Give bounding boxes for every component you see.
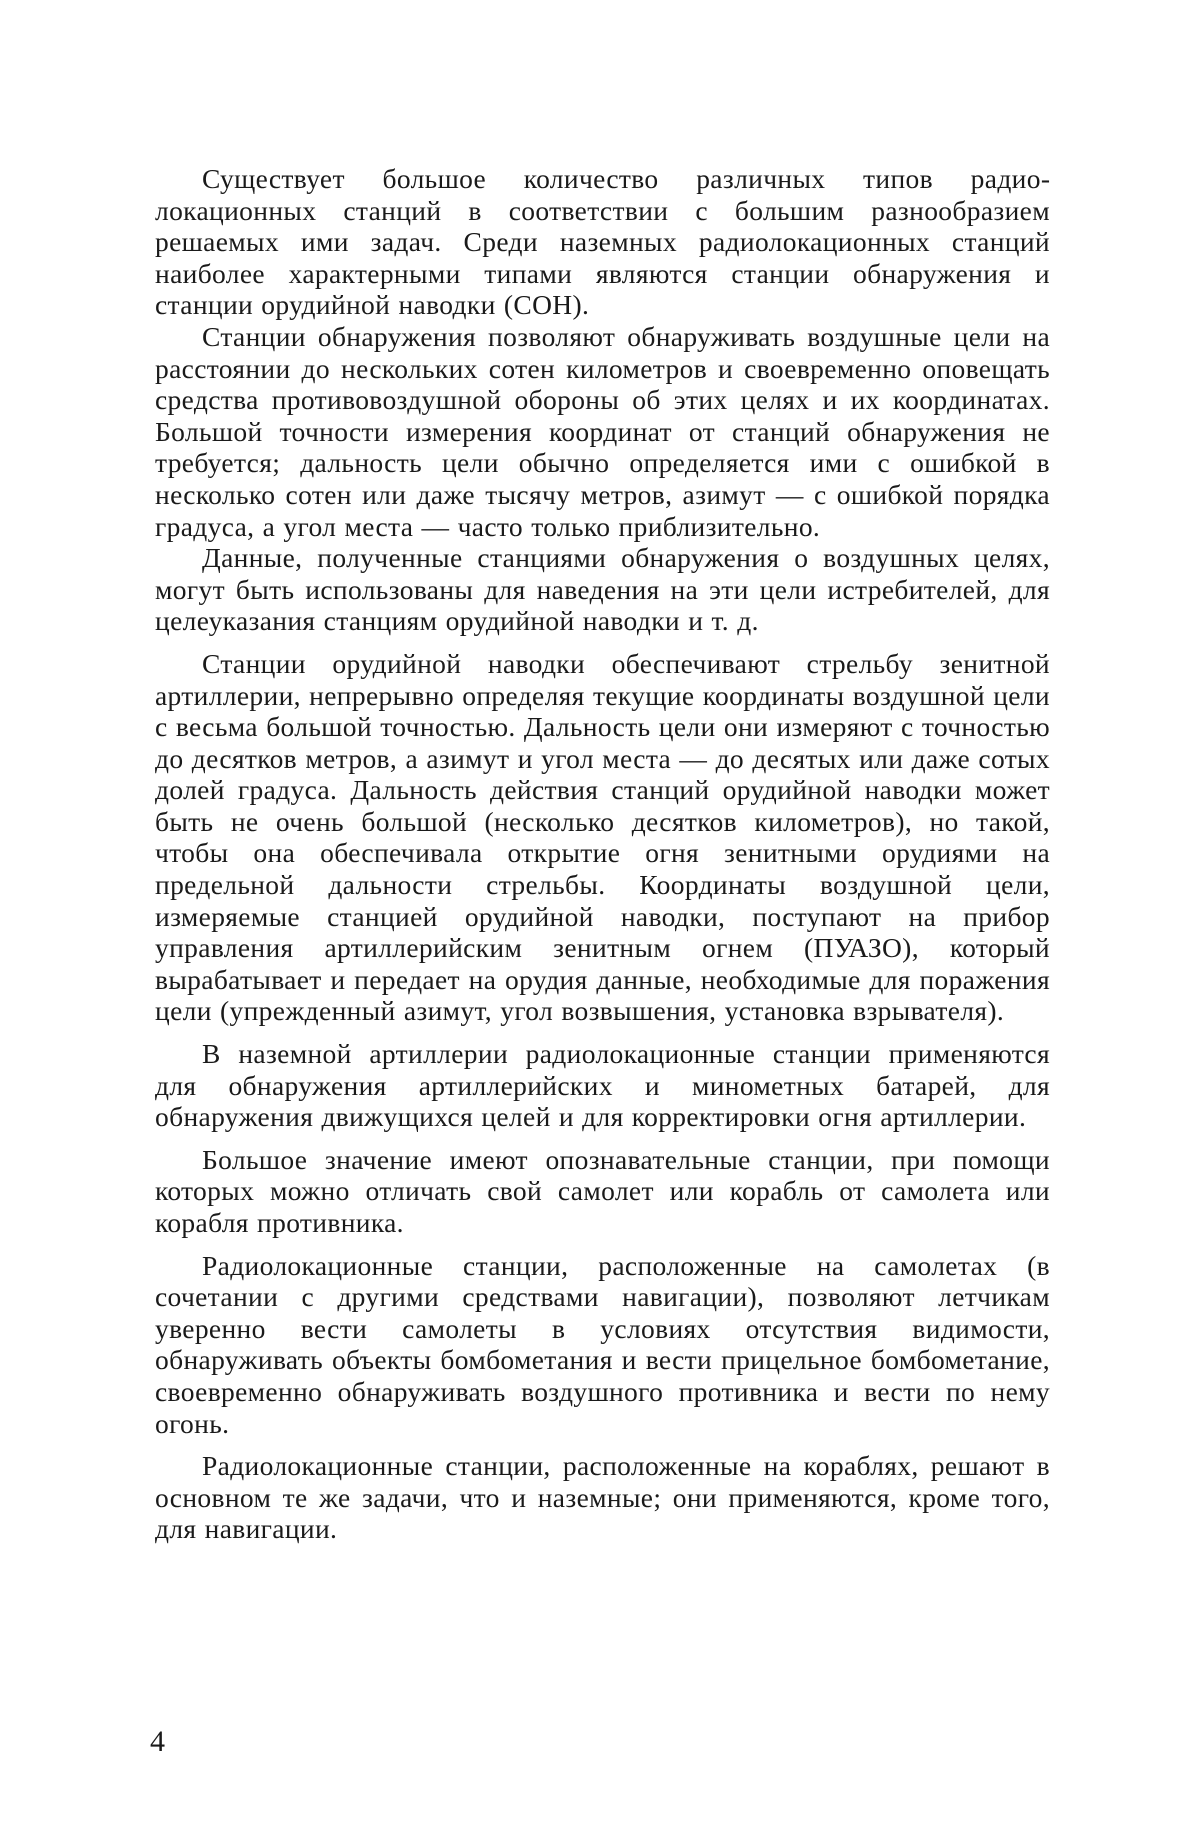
paragraph-gun-laying-stations: Станции орудийной наводки обеспечивают стрельбу зенитной артиллерии, непрерывно определяя текущие координаты воздушной цели с весьма большой точностью. Дальность цели они измеряют с точностью до десятков метров, а азимут и угол места — до десятых или даже сотых долей градуса. Дальность действия станций орудийной наводки может быть не очень большой (несколько десятков километров), но такой, чтобы она обеспечивала открытие огня зенитными орудиями на предельной дальности стрельбы. Координаты воздушной цели, измеряемые станцией орудийной наводки, поступают на прибор управления артиллерийским зенитным огнем (ПУАЗО), который вырабатывает и передает на орудия данные, необходимые для поражения цели (упрежденный азимут, угол возвышения, установка взрывателя).	[155, 647, 1050, 1027]
paragraph-radar-types: Существует большое количество различных типов радиолокационных станций в соответствии с большим разнообразием решаемых ими задач. Среди наземных радиолокационных станций наиболее характерными типами являются станции обнаружения и станции орудийной наводки (СОН).	[155, 163, 1050, 321]
page-body	[155, 163, 1050, 1545]
paragraph-detection-data: Данные, полученные станциями обнаружения о воздушных целях, могут быть использованы для наведения на эти цели истребителей, для целеуказания станциям орудийной наводки и т. д.	[155, 542, 1050, 637]
paragraph-aircraft-stations: Радиолокационные станции, расположенные на самолетах (в сочетании с другими средствами навигации), позволяют летчикам уверенно вести самолеты в условиях отсутствия видимости, обнаруживать объекты бомбометания и вести прицельное бомбометание, своевременно обнаруживать воздушного противника и вести по нему огонь.	[155, 1249, 1050, 1439]
page-number: 4	[150, 1725, 165, 1758]
paragraph-identification-stations: Большое значение имеют опознавательные станции, при помощи которых можно отличать свой самолет или корабль от самолета или корабля противника.	[155, 1143, 1050, 1238]
paragraph-ground-artillery: В наземной артиллерии радиолокационные станции применяются для обнаружения артиллерийских и минометных батарей, для обнаружения движущихся целей и для корректировки огня артиллерии.	[155, 1038, 1050, 1133]
paragraph-detection-stations: Станции обнаружения позволяют обнаруживать воздушные цели на расстоянии до нескольких сотен километров и своевременно оповещать средства противовоздушной обороны об этих целях и их координатах. Большой точности измерения координат от станций обнаружения не требуется; дальность цели обычно определяется ими с ошибкой в несколько сотен или даже тысячу метров, азимут — с ошибкой порядка градуса, а угол места — часто только приблизительно.	[155, 320, 1050, 542]
paragraph-ship-stations: Радиолокационные станции, расположенные на кораблях, решают в основном те же задачи, что и наземные; они применяются, кроме того, для навигации.	[155, 1450, 1050, 1545]
